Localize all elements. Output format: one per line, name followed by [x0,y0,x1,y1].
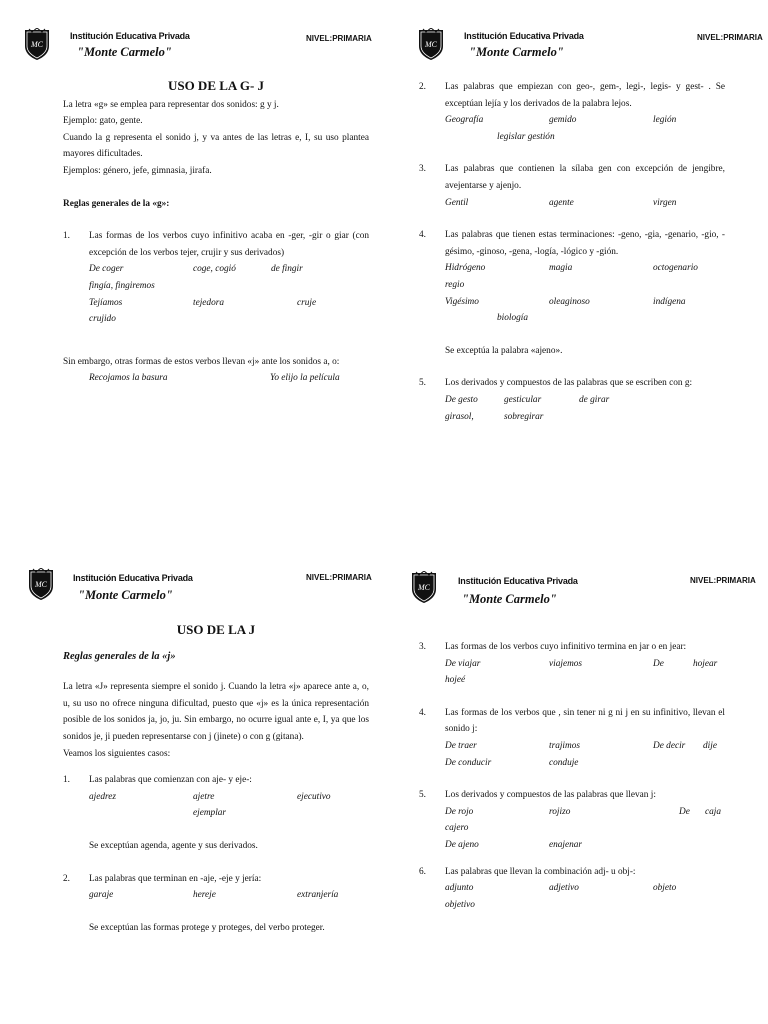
rule-item [419,79,725,112]
example: biología [497,313,528,324]
rule-text: Los derivados y compuestos de las palabras que se escriben con g: [445,378,693,389]
school-name: "Monte Carmelo" [78,588,173,602]
intro-paragraph: La letra «J» representa siempre el sonido j. Cuando la letra «j» aparece ante a, o, u, su uso no ofrece ninguna dificultad, puesto que «j» es la única representación posible de los sonidos ja, jo, ju. Sin embargo, no ocurre igual ante e, I, ya que los sonidos je, ji pueden representarse con j (jinete) o con g (gitana). [63,682,369,742]
rule-number: 6. [419,866,426,877]
example: Hidrógeno [445,263,486,274]
school-crest-icon [24,28,50,61]
school-name: "Monte Carmelo" [77,45,172,59]
example: Geografía [445,115,484,126]
example: adjunto [445,883,474,894]
rule-text: Las formas de los verbos cuyo infinitivo termina en jar o en jear: [445,642,687,652]
rule-examples [89,261,369,327]
page-3 [0,512,384,1024]
example: trajimos [549,740,580,751]
example: agente [549,197,574,208]
example: extranjería [297,890,339,901]
rule-item [419,639,725,656]
page-4 [384,512,768,1024]
rule-text: Las palabras que tienen estas terminaciones: -geno, -gia, -genario, -gio, -gésimo, -ginoso, -gena, -logía, -lógico y -gión. [445,230,725,257]
example: adjetivo [549,883,579,894]
page-header [0,0,384,75]
institution-name: Institución Educativa Privada [70,31,190,41]
rule-text: Las palabras que comienzan con aje- y eje-: [89,775,252,786]
example: girasol, [445,411,474,422]
rule-item [419,161,725,194]
rule-number: 2. [63,873,70,884]
rule-examples [89,789,369,822]
note-text: Se exceptúan las formas protege y proteges, del verbo proteger. [89,922,325,933]
example: conduje [549,757,579,768]
example: objeto [653,883,677,894]
page-header [384,512,768,606]
svg-text:MC: MC [31,40,43,49]
rule-number: 1. [63,775,70,786]
svg-text:MC: MC [425,40,437,49]
rule-text: Las formas de los verbos cuyo infinitivo acaba en -ger, -gir o giar (con excepción de los verbos tejer, crujir y sus derivados) [89,231,369,258]
example: viajemos [549,658,583,669]
example: ejemplar [193,808,227,819]
example: ajedrez [89,791,117,802]
intro-line: Ejemplo: gato, gente. [63,116,143,127]
example: rojizo [549,806,571,817]
level-label: NIVEL:PRIMARIA [690,576,756,585]
intro-line: Veamos los siguientes casos: [63,748,171,759]
example: cruje [297,297,317,308]
rule-number: 2. [419,82,426,92]
rule-examples [445,656,725,689]
rule-examples [445,195,725,212]
rule-text: Las palabras que terminan en -aje, -eje y jería: [89,873,262,884]
example: hojeé [445,675,466,686]
rule-examples [445,260,725,326]
school-name: "Monte Carmelo" [469,45,564,59]
rule-item [63,772,369,789]
institution-name: Institución Educativa Privada [458,576,578,586]
level-label: NIVEL:PRIMARIA [697,33,763,42]
example: objetivo [445,899,475,910]
rule-number: 3. [419,642,426,652]
example: Yo elijo la película [270,373,340,384]
example: caja [705,806,722,817]
example: crujido [89,314,116,325]
rule-item [419,705,725,738]
example: coge, cogió [193,264,236,275]
example: dije [703,740,717,751]
example: sobregirar [504,411,544,422]
school-crest-icon [411,571,437,604]
rule-examples [445,738,725,771]
rule-text: Las palabras que empiezan con geo-, gem-, legi-, legis- y gest- . Se exceptúan lejía y los derivados de la palabra lejos. [445,82,725,109]
example: Tejíamos [89,297,123,308]
example: De [679,806,690,817]
rule-text: Las palabras que llevan la combinación adj- u obj-: [445,866,636,877]
example: regio [445,279,465,290]
example: De conducir [445,757,492,768]
school-crest-icon [28,568,54,601]
level-label: NIVEL:PRIMARIA [306,573,372,582]
example: hojear [693,658,718,669]
example: gemido [549,115,577,126]
intro-line: Cuando la g representa el sonido j, y va antes de las letras e, I, su uso plantea mayores dificultades. [63,132,369,160]
example: legión [653,115,677,126]
example: octogenario [653,263,698,274]
rule-examples [445,392,725,425]
example: Recojamos la basura [89,373,168,384]
school-crest-icon [418,28,444,61]
example: magia [549,263,573,274]
rule-item [63,228,369,261]
rule-text: Los derivados y compuestos de las palabras que llevan j: [445,790,656,801]
example: oleaginoso [549,296,590,307]
note-text: Se exceptúan agenda, agente y sus derivados. [89,840,258,851]
example: tejedora [193,297,224,308]
page-header [0,512,384,602]
level-label: NIVEL:PRIMARIA [306,34,372,43]
section-subtitle: Reglas generales de la «g»: [63,198,170,209]
section-subtitle: Reglas generales de la «j» [63,650,176,662]
page-1 [0,0,384,512]
example: de fingir [271,264,303,275]
example: De decir [653,740,686,751]
note-examples [89,370,369,387]
example: De viajar [445,658,481,669]
example: indígena [653,296,686,307]
school-name: "Monte Carmelo" [462,592,557,606]
example: De [653,658,664,669]
intro-line: La letra «g» se emplea para representar dos sonidos: g y j. [63,99,279,110]
rule-examples [89,887,369,904]
svg-text:MC: MC [35,580,47,589]
example: Gentil [445,197,469,208]
rule-number: 4. [419,230,426,241]
example: garaje [89,890,114,901]
rule-text: Las palabras que contienen la sílaba gen con excepción de jengibre, avejentarse y ajenjo. [445,164,725,191]
example: ajetre [193,791,215,802]
example: De coger [89,264,124,275]
page-header [384,0,768,75]
example: cajero [445,823,469,834]
example: ejecutivo [297,791,331,802]
example: virgen [653,197,677,208]
example: Vigésimo [445,296,479,307]
svg-text:MC: MC [418,583,430,592]
rule-examples [445,112,725,145]
rule-text: Las formas de los verbos que , sin tener ni g ni j en su infinitivo, llevan el sonido j: [445,707,725,735]
example: hereje [193,890,216,901]
example: De rojo [445,806,474,817]
rule-examples [445,880,725,913]
intro-line: Ejemplos: género, jefe, gimnasia, jirafa. [63,165,212,176]
rule-examples [445,804,725,854]
rule-item [419,787,725,804]
note-text: Sin embargo, otras formas de estos verbos llevan «j» ante los sonidos a, o: [63,356,340,367]
rule-item [63,871,369,888]
rule-number: 1. [63,231,70,242]
note-text: Se exceptúa la palabra «ajeno». [445,345,563,356]
example: legislar gestión [497,131,555,142]
example: de girar [579,394,610,405]
example: fingía, fingiremos [89,280,155,291]
example: enajenar [549,839,583,850]
rule-number: 4. [419,707,426,718]
example: gesticular [504,394,542,405]
example: De traer [445,740,477,751]
rule-item [419,227,725,260]
institution-name: Institución Educativa Privada [73,573,193,583]
institution-name: Institución Educativa Privada [464,31,584,41]
rule-item [419,375,725,392]
example: De gesto [445,394,478,405]
rule-number: 5. [419,790,426,801]
rule-number: 3. [419,164,426,175]
example: De ajeno [445,839,479,850]
page-title: USO DE LA J [176,622,256,637]
page-title: USO DE LA G- J [167,78,265,93]
rule-item [419,864,725,881]
page-2 [384,0,768,512]
rule-number: 5. [419,378,426,389]
